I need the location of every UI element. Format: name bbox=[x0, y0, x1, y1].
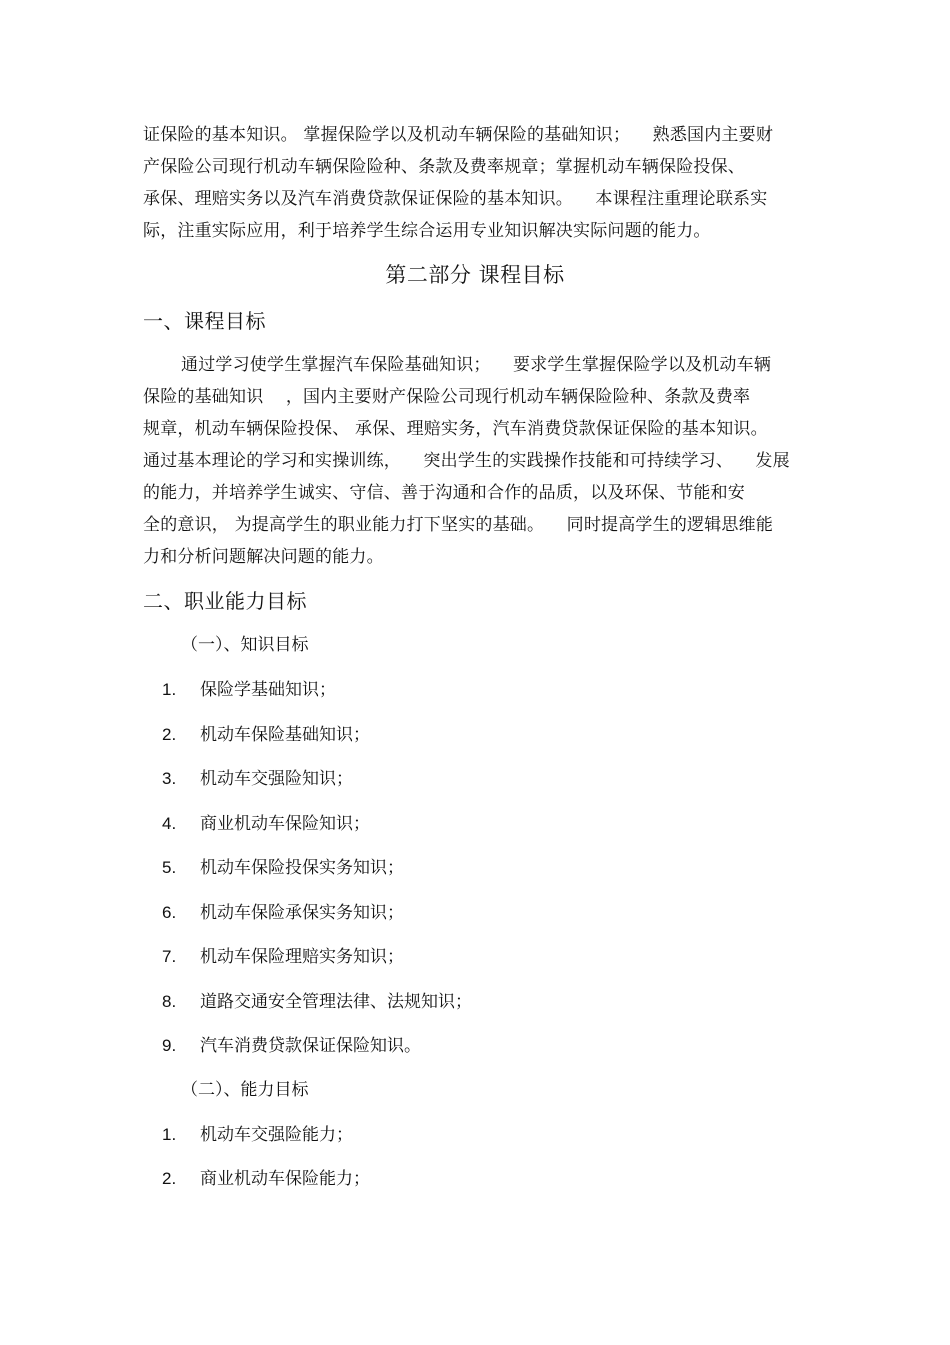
list-text: 机动车交强险知识； bbox=[200, 769, 353, 789]
list-number: 6. bbox=[162, 903, 177, 922]
paragraph-line: 的能力，并培养学生诚实、守信、善于沟通和合作的品质，以及环保、节能和安 bbox=[143, 483, 745, 503]
section-heading-vocational-goals: 二、职业能力目标 bbox=[143, 589, 307, 613]
list-item bbox=[162, 679, 336, 701]
list-text: 机动车保险理赔实务知识； bbox=[200, 947, 404, 967]
list-item bbox=[162, 902, 404, 924]
paragraph-line: 规章，机动车辆保险投保、 承保、理赔实务，汽车消费贷款保证保险的基本知识。 bbox=[143, 419, 768, 439]
list-number: 8. bbox=[162, 992, 177, 1011]
list-number: 3. bbox=[162, 769, 177, 788]
paragraph-line: 通过基本理论的学习和实操训练， 突出学生的实践操作技能和可持续学习、 发展 bbox=[143, 451, 790, 471]
list-item bbox=[162, 1035, 421, 1057]
list-number: 7. bbox=[162, 947, 177, 966]
list-number: 2. bbox=[162, 1169, 177, 1188]
list-item bbox=[162, 1124, 353, 1146]
list-number: 5. bbox=[162, 858, 177, 877]
list-text: 机动车保险投保实务知识； bbox=[200, 858, 404, 878]
list-text: 商业机动车保险知识； bbox=[200, 814, 370, 834]
intro-line: 承保、理赔实务以及汽车消费贷款保证保险的基本知识。 本课程注重理论联系实 bbox=[143, 189, 768, 209]
list-text: 机动车交强险能力； bbox=[200, 1125, 353, 1145]
intro-line: 际，注重实际应用，利于培养学生综合运用专业知识解决实际问题的能力。 bbox=[143, 221, 711, 241]
paragraph-line: 力和分析问题解决问题的能力。 bbox=[143, 547, 384, 567]
part-title: 第二部分 课程目标 bbox=[385, 263, 565, 287]
section-heading-course-goals: 一、课程目标 bbox=[143, 309, 266, 333]
list-item bbox=[162, 946, 404, 968]
paragraph-line: 全的意识， 为提高学生的职业能力打下坚实的基础。 同时提高学生的逻辑思维能 bbox=[143, 515, 774, 535]
list-text: 机动车保险基础知识； bbox=[200, 725, 370, 745]
paragraph-line: 保险的基础知识 ，国内主要财产保险公司现行机动车辆保险险种、条款及费率 bbox=[143, 387, 751, 407]
subheading-ability-goals: （二）、能力目标 bbox=[181, 1080, 309, 1100]
subheading-knowledge-goals: （一）、知识目标 bbox=[181, 635, 309, 655]
list-item bbox=[162, 1168, 370, 1190]
list-item bbox=[162, 991, 472, 1013]
list-number: 1. bbox=[162, 680, 177, 699]
list-item bbox=[162, 857, 404, 879]
list-item bbox=[162, 768, 353, 790]
list-number: 4. bbox=[162, 814, 177, 833]
list-text: 机动车保险承保实务知识； bbox=[200, 903, 404, 923]
intro-line: 产保险公司现行机动车辆保险险种、条款及费率规章；掌握机动车辆保险投保、 bbox=[143, 157, 745, 177]
list-text: 道路交通安全管理法律、法规知识； bbox=[200, 992, 472, 1012]
list-item bbox=[162, 724, 370, 746]
list-text: 保险学基础知识； bbox=[200, 680, 336, 700]
paragraph-line: 通过学习使学生掌握汽车保险基础知识； 要求学生掌握保险学以及机动车辆 bbox=[181, 355, 772, 375]
list-number: 9. bbox=[162, 1036, 177, 1055]
list-text: 汽车消费贷款保证保险知识。 bbox=[200, 1036, 421, 1056]
intro-line: 证保险的基本知识。 掌握保险学以及机动车辆保险的基础知识； 熟悉国内主要财 bbox=[143, 125, 774, 145]
list-number: 1. bbox=[162, 1125, 177, 1144]
list-number: 2. bbox=[162, 725, 177, 744]
list-item bbox=[162, 813, 370, 835]
list-text: 商业机动车保险能力； bbox=[200, 1169, 370, 1189]
